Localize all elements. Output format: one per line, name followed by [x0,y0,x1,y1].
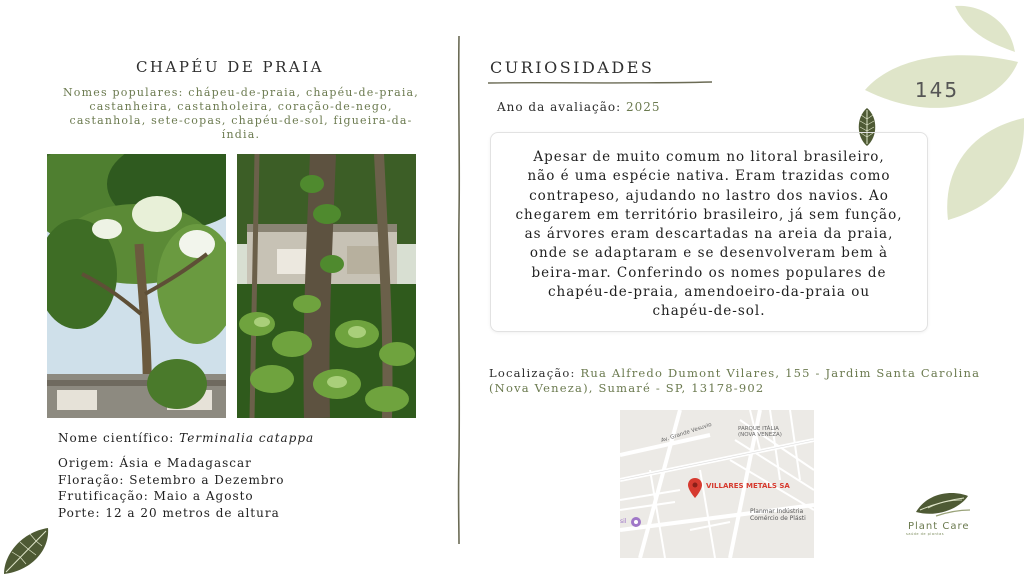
bottom-leaf-icon [0,526,52,576]
page-number: 145 [914,78,960,102]
location-address-line1: Rua Alfredo Dumont Vilares, 155 - Jardim Santa Carolina [580,366,981,380]
map-label-parque: PARQUE ITÁLIA (NOVA VENEZA) [738,426,782,438]
location [489,366,989,396]
popular-names [52,86,430,142]
column-divider [456,36,462,544]
brand-name: Plant Care [908,521,970,532]
plant-care-logo-icon [898,486,988,550]
curiosity-box [490,132,928,332]
tree-trunk-photo [237,154,416,418]
title-underline [488,80,712,86]
evaluation-label: Ano da avaliação: [497,100,622,114]
map-pin-label: VILLARES METALS SA [706,482,790,490]
fruiting-row: Frutificação: Maio a Agosto [58,489,254,503]
brand-tagline: saúde de plantas [906,532,945,536]
popular-names-value: chápeu-de-praia, chapéu-de-praia, castanheira, castanholeira, coração-de-nego, castanhola, sete-copas, chapéu-de-sol, figueira-da-índia. [69,86,420,141]
curiosities-title: CURIOSIDADES [490,58,655,77]
scientific-name [58,431,314,445]
map-label-street: Av. Grande Vesuvio [660,421,713,445]
size-row: Porte: 12 a 20 metros de altura [58,505,280,520]
origin-row: Origem: Ásia e Madagascar [58,456,252,470]
evaluation-value: 2025 [625,100,661,114]
map-label-edge: sil [620,518,627,525]
map-pin-icon[interactable] [688,478,702,498]
scientific-name-value: Terminalia catappa [179,431,315,445]
map-label-industria: Planmar Indústria Comércio de Plásti [750,508,806,522]
popular-names-label: Nomes populares: [62,86,184,99]
location-address-line2: (Nova Veneza), Sumaré - SP, 13178-902 [489,381,765,395]
scientific-name-label: Nome científico: [58,431,175,445]
tree-canopy-photo [47,154,226,418]
location-label: Localização: [489,366,576,380]
curiosity-text: Apesar de muito comum no litoral brasileiro, não é uma espécie nativa. Eram trazidas como contrapeso, ajudando no lastro dos navios. Ao chegarem em território brasileiro, já sem função, as árvores eram descartadas na areia da praia, onde se adaptaram e se desenvolveram bem à beira-mar. Conferindo os nomes populares de chapéu-de-praia, amendoeiro-da-praia ou chapéu-de-sol. [515,149,903,320]
species-title: CHAPÉU DE PRAIA [135,58,325,76]
location-map[interactable] [620,410,814,558]
plant-facts [58,455,284,521]
flowering-row: Floração: Setembro a Dezembro [58,472,285,487]
evaluation-year [497,100,661,114]
